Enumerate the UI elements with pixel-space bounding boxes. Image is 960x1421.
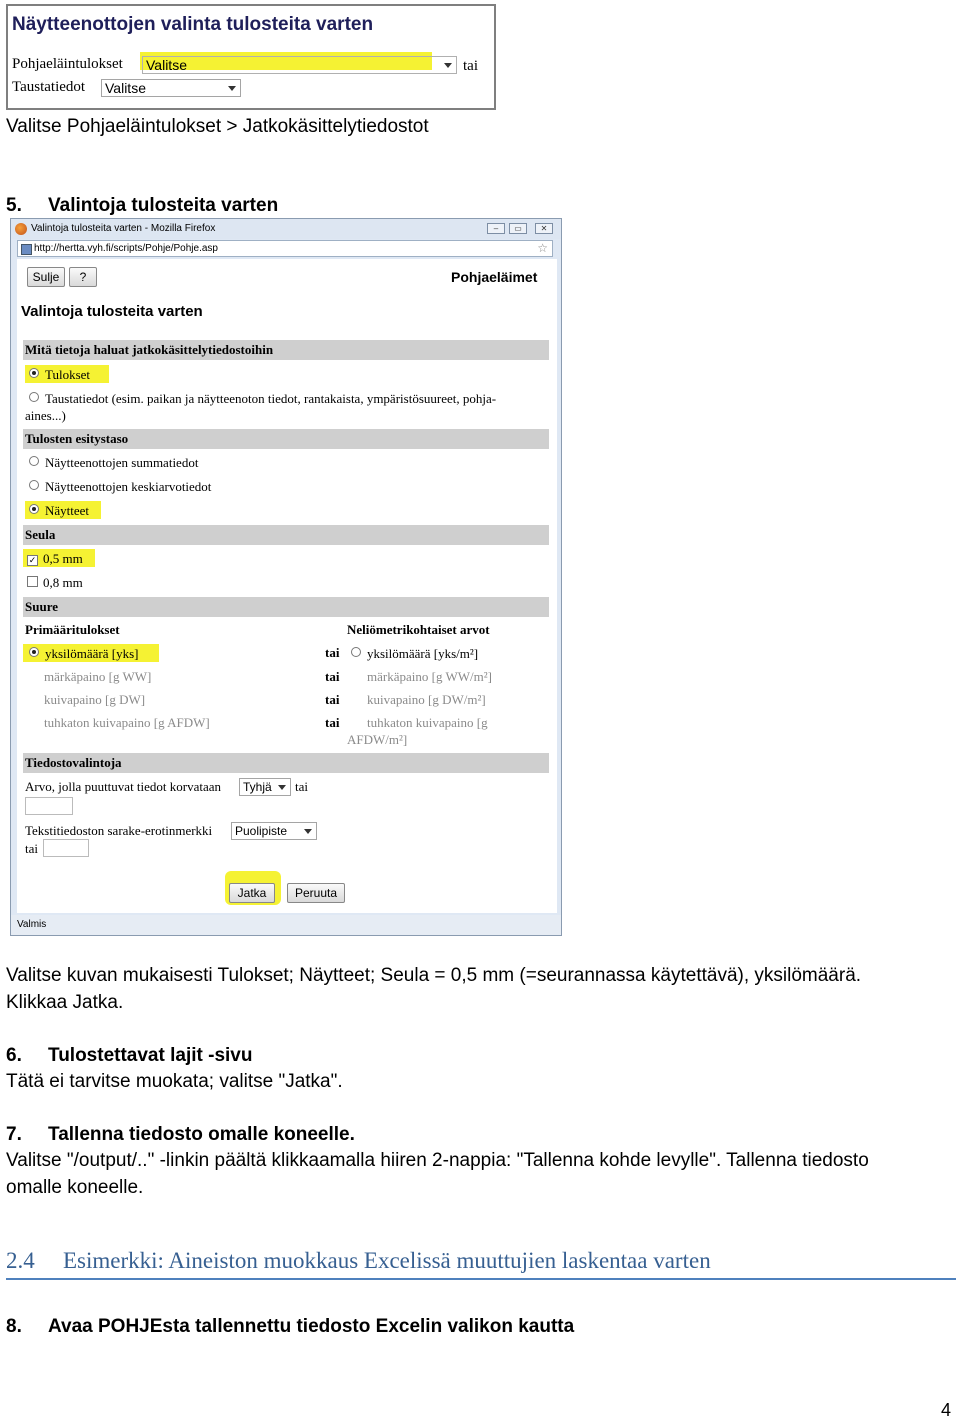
section-taso: Tulosten esitystaso [23, 429, 549, 449]
taustatiedot-select[interactable] [101, 79, 241, 97]
option-label: Näytteenottojen summatiedot [45, 455, 199, 470]
suure-tuhkaton-m2-cont: AFDW/m²] [347, 732, 408, 747]
instruction-paragraph: Valitse kuvan mukaisesti Tulokset; Näytteet; Seula = 0,5 mm (=seurannassa käytettävä), yksilömäärä. [6, 965, 862, 986]
minimize-icon[interactable]: – [487, 223, 505, 234]
section-heading [6, 1248, 956, 1280]
option-summatiedot[interactable] [29, 455, 198, 471]
erotin-select[interactable] [231, 822, 317, 840]
option-label: Taustatiedot (esim. paikan ja näytteenoton tiedot, rantakaista, ympäristösuureet, pohja- [45, 391, 497, 406]
suure-markapaino [44, 669, 151, 685]
checkbox-08mm[interactable] [27, 575, 83, 591]
step6-text: Tätä ei tarvitse muokata; valitse "Jatka". [6, 1071, 343, 1092]
step7-number: 7. [6, 1124, 22, 1145]
page-icon [21, 244, 32, 255]
screenshot-title: Näytteenottojen valinta tulosteita varten [12, 14, 374, 35]
option-label: tuhkaton kuivapaino [g AFDW] [44, 715, 210, 730]
chevron-down-icon [304, 829, 312, 834]
step6-number: 6. [6, 1045, 22, 1066]
erotin-select-value: Puolipiste [235, 824, 288, 838]
suure-markapaino-m2 [367, 669, 492, 685]
suure-tuhkaton [44, 715, 210, 731]
page-content [17, 259, 557, 913]
suure-yksilomaara[interactable] [29, 646, 139, 662]
checkbox-checked-icon: ✓ [28, 555, 37, 565]
option-label: kuivapaino [g DW] [44, 692, 146, 707]
step8-number: 8. [6, 1316, 22, 1337]
option-label: Näytteet [45, 503, 90, 518]
taustatiedot-select-value: Valitse [105, 80, 146, 96]
tai-label: tai [325, 692, 340, 707]
url-text: http://hertta.vyh.fi/scripts/Pohje/Pohje.asp [34, 243, 218, 254]
step5-heading: Valintoja tulosteita varten [48, 195, 279, 216]
step7-text-cont: omalle koneelle. [6, 1177, 144, 1198]
step8-heading: Avaa POHJEsta tallennettu tiedosto Excelin valikon kautta [48, 1316, 575, 1337]
arvo-input[interactable] [25, 797, 73, 815]
tai-label: tai [25, 841, 38, 856]
chevron-down-icon [278, 785, 286, 790]
page-title: Valintoja tulosteita varten [21, 303, 203, 320]
suure-kuivapaino-m2 [367, 692, 486, 708]
erotin-label: Tekstitiedoston sarake-erotinmerkki [25, 823, 213, 838]
suure-yksilomaara-m2[interactable] [351, 646, 478, 662]
option-label: märkäpaino [g WW/m²] [367, 669, 492, 684]
status-bar [11, 915, 561, 935]
browser-window-screenshot [10, 218, 562, 936]
step7-text: Valitse "/output/.." -linkin päältä klikkaamalla hiiren 2-nappia: "Tallenna kohde levylle". Tallenna tiedosto [6, 1150, 869, 1171]
window-title: Valintoja tulosteita varten - Mozilla Firefox [31, 223, 216, 234]
instruction-paragraph-cont: Klikkaa Jatka. [6, 992, 124, 1013]
option-label: 0,5 mm [43, 551, 83, 566]
option-keskiarvotiedot[interactable] [29, 479, 211, 495]
address-bar[interactable] [17, 240, 553, 257]
section-number: 2.4 [6, 1248, 35, 1273]
tai-label: tai [463, 58, 478, 74]
app-name: Pohjaeläimet [451, 269, 538, 285]
firefox-icon [15, 223, 27, 235]
option-taustatiedot-cont: aines...) [25, 408, 66, 423]
checkbox-icon [27, 576, 38, 587]
tai-label: tai [325, 715, 340, 730]
window-titlebar [11, 219, 561, 239]
step5-number: 5. [6, 195, 22, 216]
pohjaelain-select[interactable] [142, 56, 457, 74]
sulje-button[interactable]: Sulje [27, 267, 65, 287]
maximize-icon[interactable]: ▭ [509, 223, 527, 234]
pohjaelain-select-value: Valitse [146, 57, 187, 73]
page-number: 4 [941, 1400, 952, 1420]
option-label: yksilömäärä [yks] [45, 646, 139, 661]
chevron-down-icon [444, 63, 452, 68]
suure-kuivapaino [44, 692, 145, 708]
suure-tuhkaton-m2 [367, 715, 488, 731]
option-label: kuivapaino [g DW/m²] [367, 692, 486, 707]
radio-icon [29, 456, 39, 466]
arvo-label: Arvo, jolla puuttuvat tiedot korvataan [25, 779, 222, 794]
primaari-header: Primääritulokset [25, 622, 120, 637]
instruction-paragraph: Valitse Pohjaeläintulokset > Jatkokäsittelytiedostot [6, 116, 429, 137]
jatka-button[interactable]: Jatka [229, 883, 275, 903]
tai-label: tai [325, 645, 340, 660]
option-naytteet[interactable] [29, 503, 89, 519]
tai-label: tai [325, 669, 340, 684]
step6-heading: Tulostettavat lajit -sivu [48, 1045, 253, 1066]
taustatiedot-label: Taustatiedot [12, 79, 86, 95]
status-text: Valmis [17, 919, 47, 930]
option-label: Näytteenottojen keskiarvotiedot [45, 479, 212, 494]
tulokset-label: Pohjaeläintulokset [12, 56, 123, 72]
option-tulokset[interactable] [29, 367, 90, 383]
option-label: Tulokset [45, 367, 91, 382]
bookmark-star-icon[interactable]: ☆ [537, 241, 548, 255]
help-button[interactable]: ? [69, 267, 97, 287]
section-seula: Seula [23, 525, 549, 545]
radio-icon [29, 392, 39, 402]
peruuta-button[interactable]: Peruuta [287, 883, 345, 903]
radio-icon [29, 368, 39, 378]
step7-heading: Tallenna tiedosto omalle koneelle. [48, 1124, 355, 1145]
erotin-input[interactable] [43, 839, 89, 857]
option-taustatiedot[interactable] [29, 391, 496, 407]
close-icon[interactable]: ✕ [535, 223, 553, 234]
arvo-select[interactable] [239, 778, 291, 796]
radio-icon [29, 504, 39, 514]
radio-icon [351, 647, 361, 657]
option-label: 0,8 mm [43, 575, 83, 590]
chevron-down-icon [228, 86, 236, 91]
radio-icon [29, 647, 39, 657]
checkbox-05mm[interactable] [27, 551, 83, 567]
tai-label: tai [295, 779, 308, 794]
option-label: yksilömäärä [yks/m²] [367, 646, 479, 661]
selection-screenshot [6, 4, 496, 110]
radio-icon [29, 480, 39, 490]
arvo-select-value: Tyhjä [243, 780, 272, 794]
section-title: Esimerkki: Aineiston muokkaus Excelissä muuttujien laskentaa varten [63, 1248, 711, 1273]
option-label: märkäpaino [g WW] [44, 669, 152, 684]
section-tiedosto: Tiedostovalintoja [23, 753, 549, 773]
option-label: tuhkaton kuivapaino [g [367, 715, 488, 730]
section-jatko: Mitä tietoja haluat jatkokäsittelytiedostoihin [23, 340, 549, 360]
section-suure: Suure [23, 597, 549, 617]
nelio-header: Neliömetrikohtaiset arvot [347, 622, 490, 637]
